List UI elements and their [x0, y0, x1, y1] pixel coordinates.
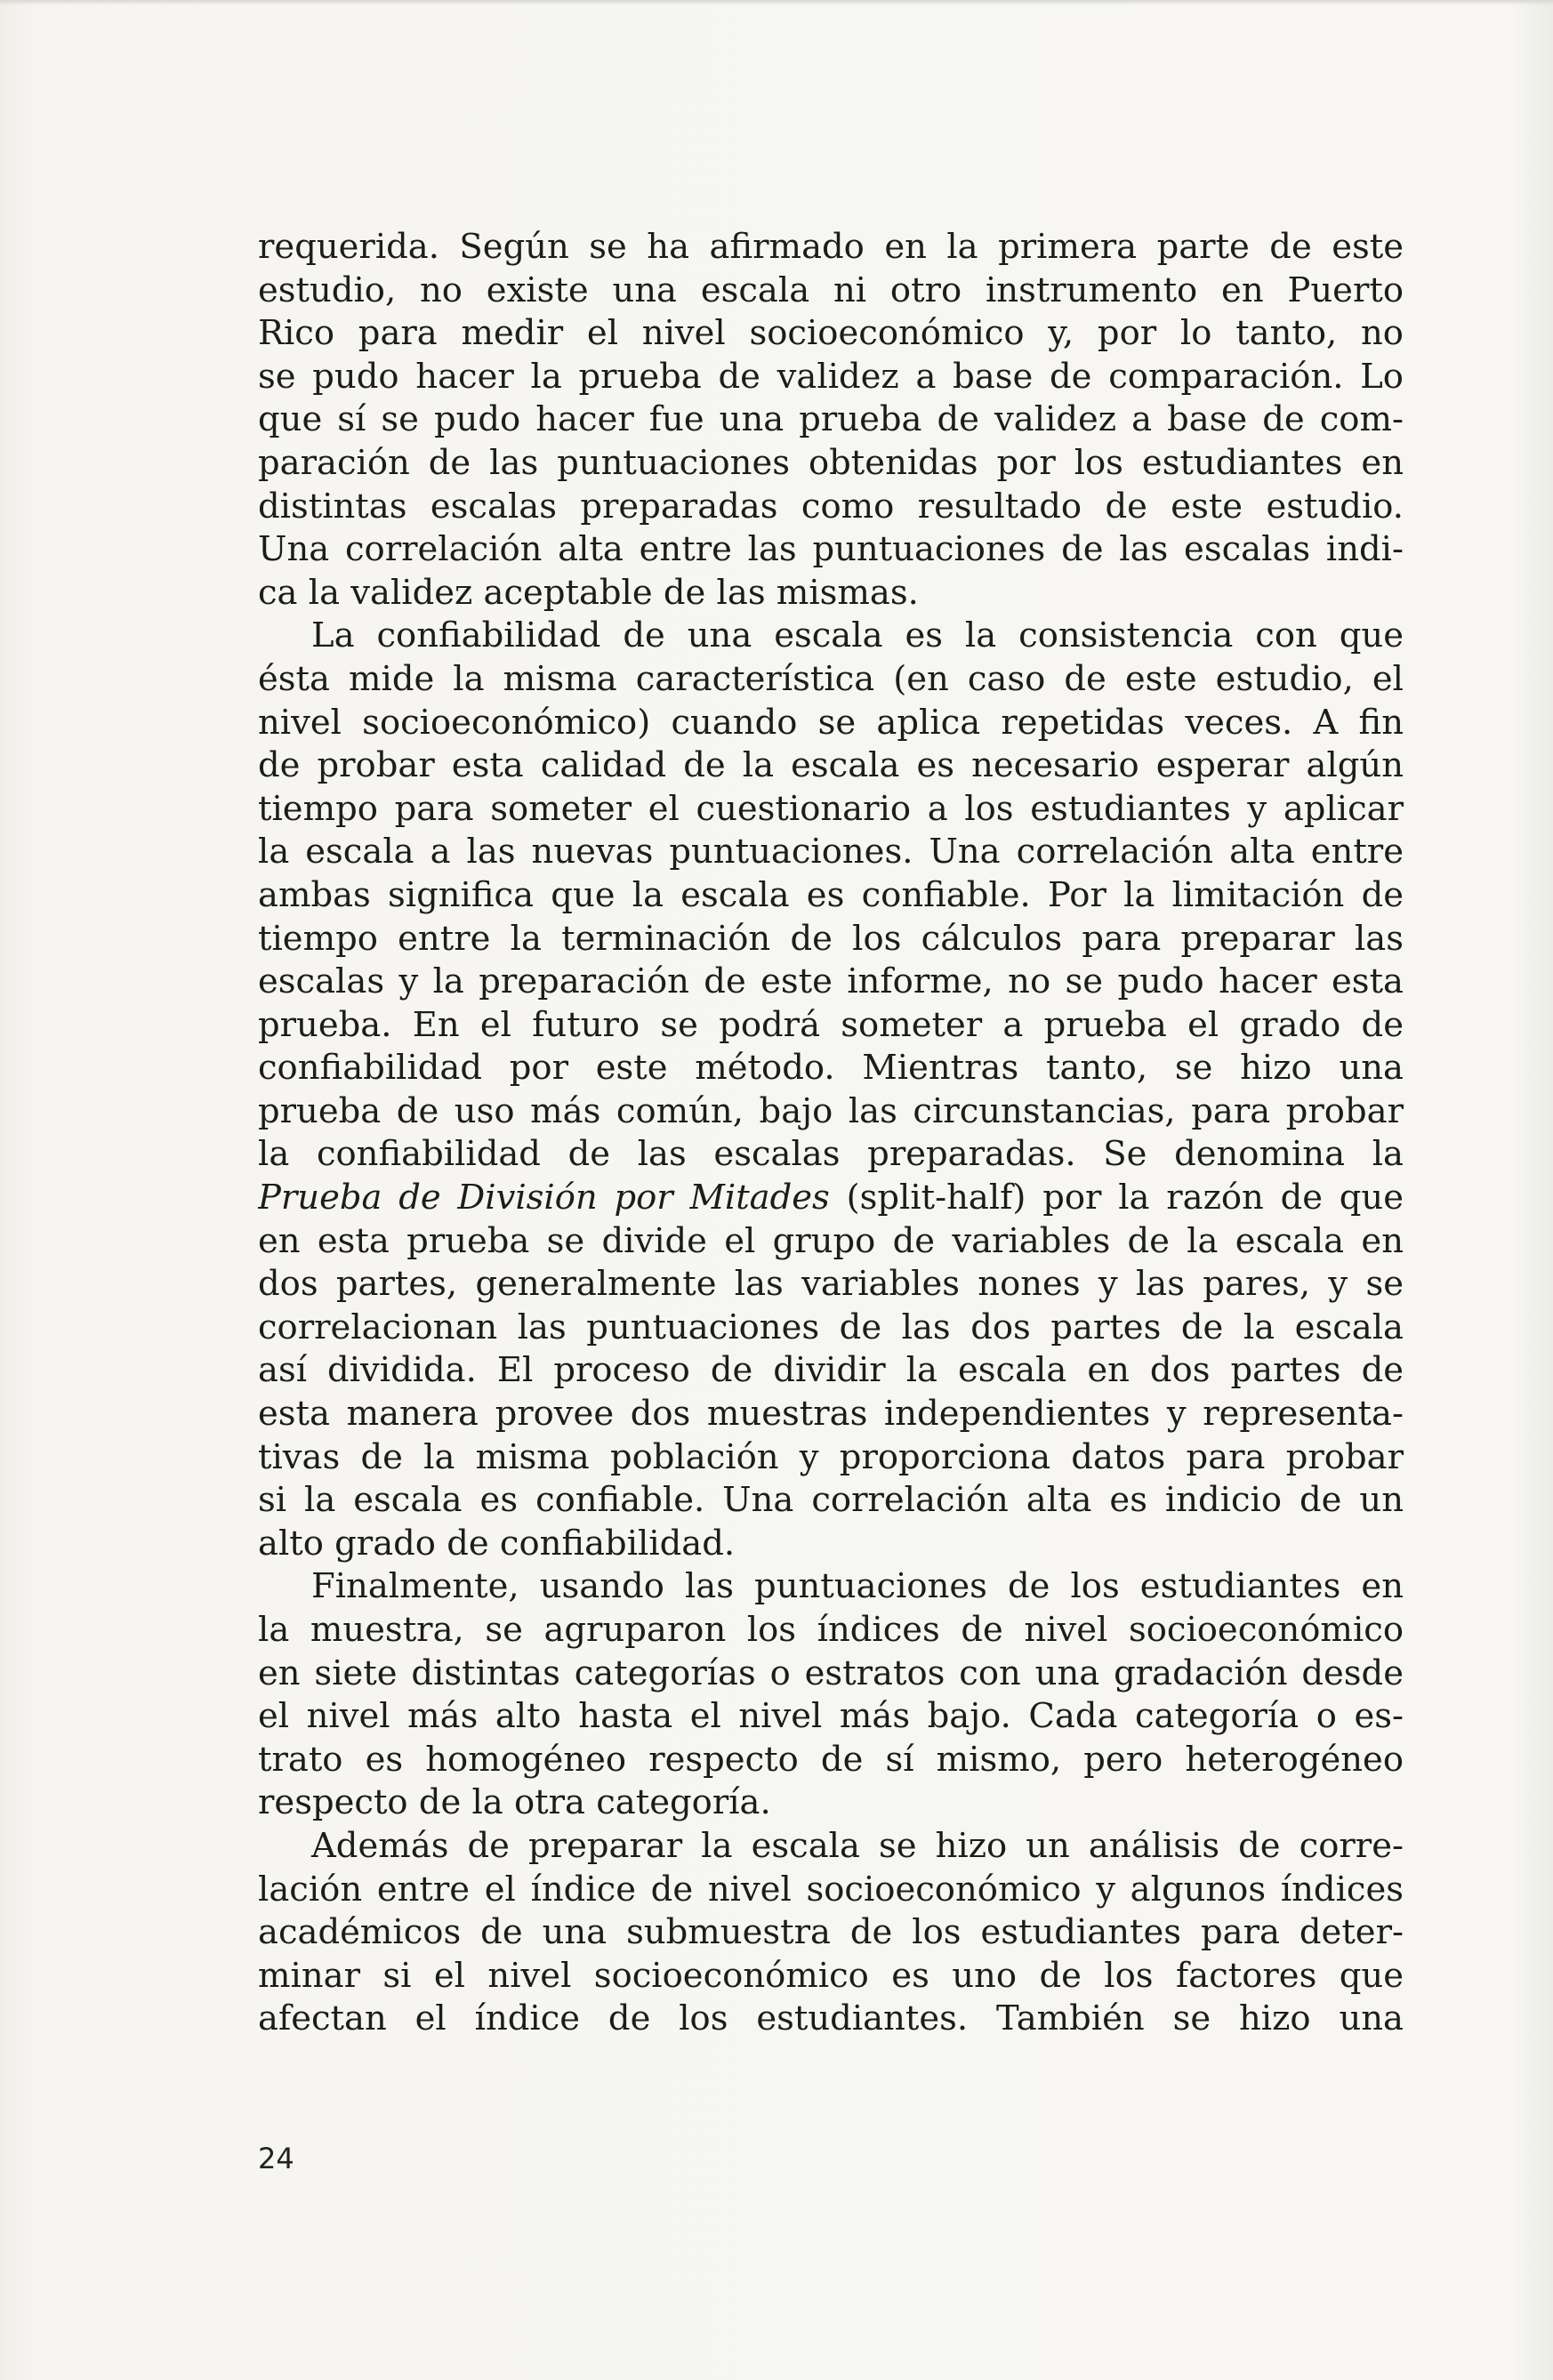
paragraph-3 — [258, 1565, 1404, 1825]
text-line: Además de preparar la escala se hizo un análisis de corre- — [311, 1825, 1404, 1866]
text-line: tivas de la misma población y proporciona datos para probar — [258, 1436, 1404, 1477]
text-line: académicos de una submuestra de los estudiantes para deter- — [258, 1912, 1404, 1953]
paragraph-4 — [258, 1825, 1404, 2041]
text-line: la muestra, se agruparon los índices de nivel socioeconómico — [258, 1610, 1404, 1650]
page-number: 24 — [258, 2142, 294, 2175]
text-line: nivel socioeconómico) cuando se aplica repetidas veces. A fin — [258, 702, 1404, 743]
text-line: la escala a las nuevas puntuaciones. Una correlación alta entre — [258, 832, 1404, 872]
text-line: así dividida. El proceso de dividir la escala en dos partes de — [258, 1350, 1404, 1391]
text-line: ésta mide la misma característica (en caso de este estudio, el — [258, 658, 1404, 699]
text-line: ca la validez aceptable de las mismas. — [258, 572, 919, 613]
text-line: respecto de la otra categoría. — [258, 1782, 771, 1823]
text-line: esta manera provee dos muestras independientes y representa- — [258, 1394, 1404, 1435]
text-line: La confiabilidad de una escala es la consistencia con que — [311, 615, 1404, 656]
text-line: lación entre el índice de nivel socioeconómico y algunos índices — [258, 1869, 1404, 1910]
text-line: en esta prueba se divide el grupo de variables de la escala en — [258, 1220, 1404, 1261]
text-line: en siete distintas categorías o estratos con una gradación desde — [258, 1652, 1404, 1693]
body-text — [258, 226, 1404, 2041]
scan-edge — [0, 0, 1553, 5]
text-line: la confiabilidad de las escalas preparadas. Se denomina la — [258, 1134, 1404, 1175]
text-line: Finalmente, usando las puntuaciones de los estudiantes en — [311, 1566, 1404, 1607]
text-line: escalas y la preparación de este informe, no se pudo hacer esta — [258, 961, 1404, 1002]
text-line: trato es homogéneo respecto de sí mismo, pero heterogéneo — [258, 1739, 1404, 1780]
text-line: estudio, no existe una escala ni otro instrumento en Puerto — [258, 269, 1404, 310]
text-line: tiempo entre la terminación de los cálculos para preparar las — [258, 918, 1404, 959]
text-line: paración de las puntuaciones obtenidas por los estudiantes en — [258, 442, 1404, 483]
italic-term: Prueba de División por Mitades — [258, 1178, 830, 1218]
text-line: minar si el nivel socioeconómico es uno de los factores que — [258, 1955, 1404, 1996]
text-line: dos partes, generalmente las variables nones y las pares, y se — [258, 1264, 1404, 1305]
text-line: se pudo hacer la prueba de validez a base de comparación. Lo — [258, 356, 1404, 397]
paragraph-2 — [258, 615, 1404, 1565]
text-line: distintas escalas preparadas como resultado de este estudio. — [258, 486, 1404, 527]
text-line: el nivel más alto hasta el nivel más bajo. Cada categoría o es- — [258, 1696, 1404, 1737]
text-line: prueba. En el futuro se podrá someter a prueba el grado de — [258, 1004, 1404, 1045]
text-line: correlacionan las puntuaciones de las dos partes de la escala — [258, 1307, 1404, 1347]
text-line: si la escala es confiable. Una correlación alta es indicio de un — [258, 1480, 1404, 1521]
text-line-with-italic — [258, 1177, 1404, 1220]
text-line: confiabilidad por este método. Mientras tanto, se hizo una — [258, 1048, 1404, 1089]
text-line: requerida. Según se ha afirmado en la primera parte de este — [258, 227, 1404, 267]
text-line: ambas significa que la escala es confiable. Por la limitación de — [258, 874, 1404, 915]
text-line: de probar esta calidad de la escala es necesario esperar algún — [258, 745, 1404, 786]
text-line: Rico para medir el nivel socioeconómico y, por lo tanto, no — [258, 313, 1404, 354]
text-line: Una correlación alta entre las puntuaciones de las escalas indi- — [258, 529, 1404, 570]
text-line: prueba de uso más común, bajo las circunstancias, para probar — [258, 1090, 1404, 1131]
paragraph-1 — [258, 226, 1404, 615]
text-line: que sí se pudo hacer fue una prueba de validez a base de com- — [258, 399, 1404, 440]
text-line: tiempo para someter el cuestionario a los estudiantes y aplicar — [258, 788, 1404, 829]
text-line: afectan el índice de los estudiantes. También se hizo una — [258, 1998, 1404, 2039]
text-line: alto grado de confiabilidad. — [258, 1523, 736, 1564]
text-run: (split-half) por la razón de que — [829, 1178, 1404, 1218]
